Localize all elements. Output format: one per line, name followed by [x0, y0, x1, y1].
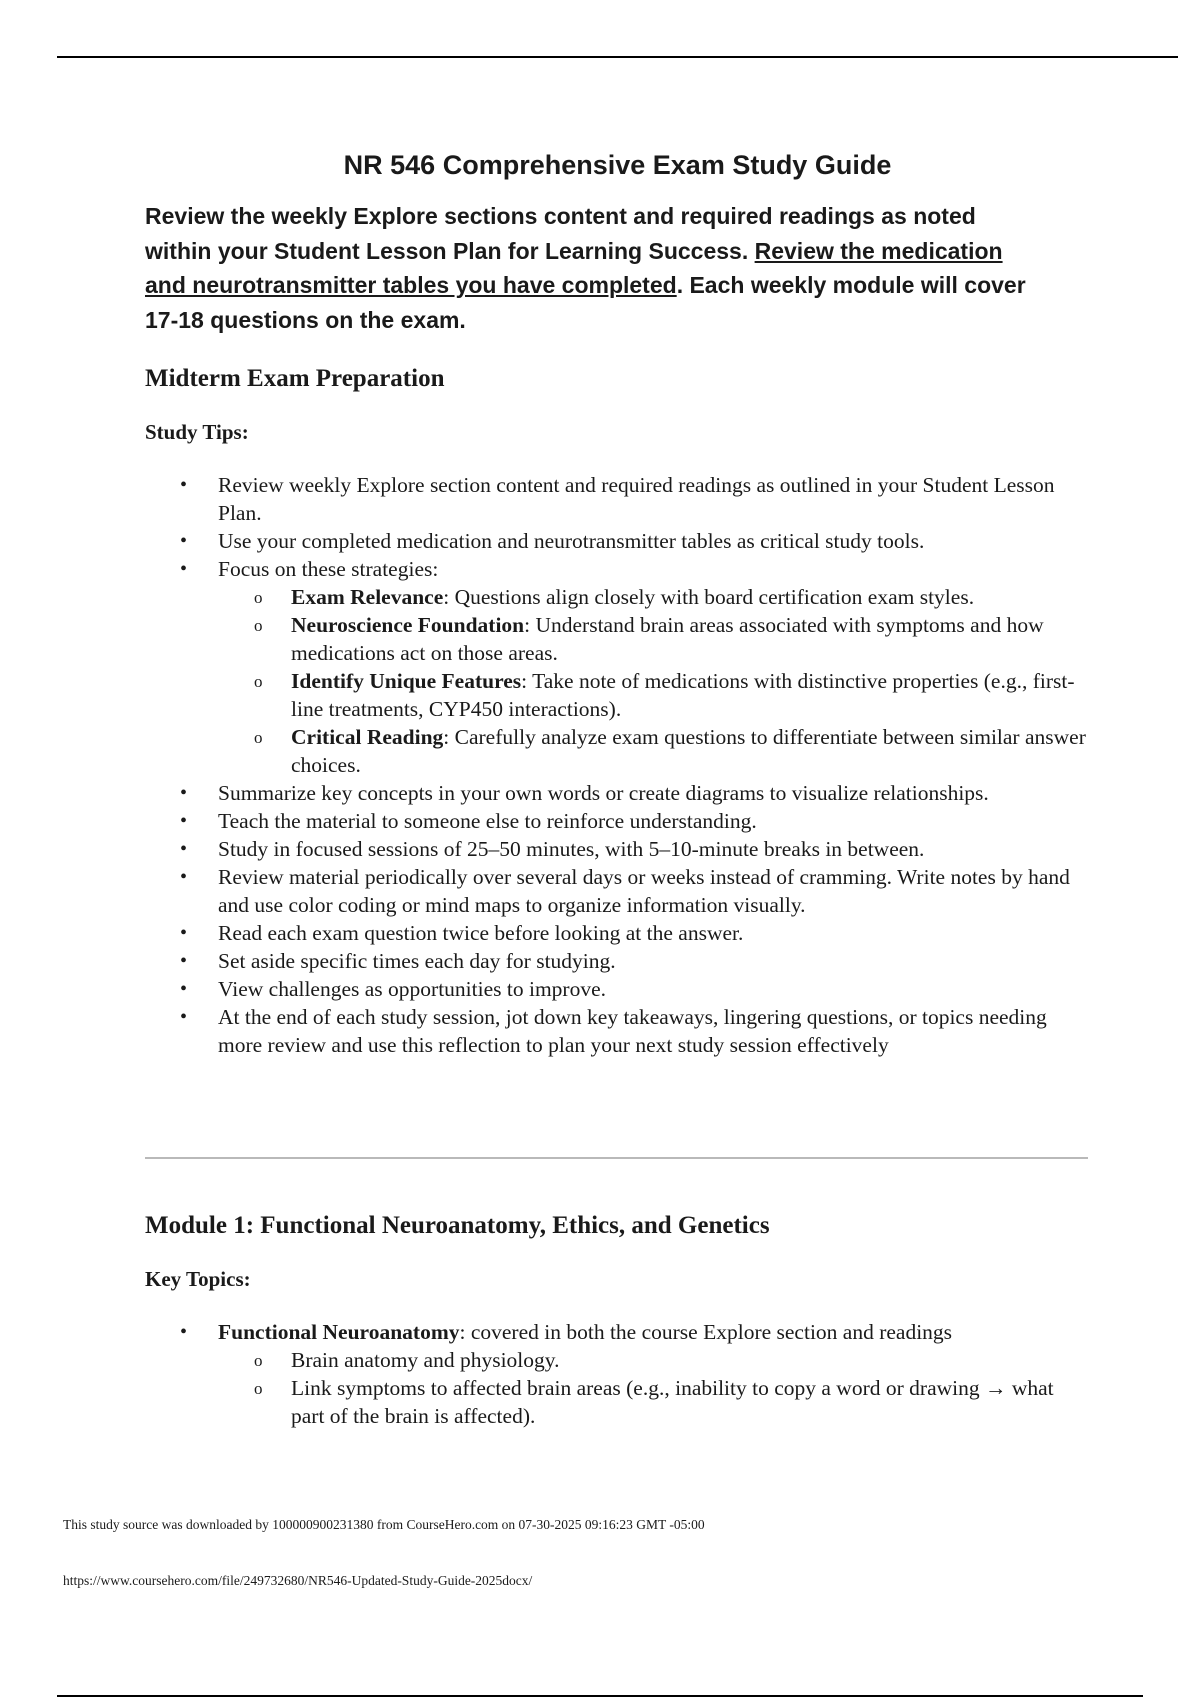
- study-tips-heading: Study Tips:: [145, 420, 249, 444]
- list-item: [145, 555, 1090, 779]
- strategy-text: : Understand brain areas associated with symptoms and how medications act on those areas.: [291, 613, 1044, 665]
- list-item: [218, 667, 1090, 723]
- list-item: • Study in focused sessions of 25–50 minutes, with 5–10-minute breaks in between.: [145, 835, 1090, 863]
- source-url: https://www.coursehero.com/file/249732680/NR546-Updated-Study-Guide-2025docx/: [63, 1573, 533, 1588]
- list-item: • Summarize key concepts in your own words or create diagrams to visualize relationships.: [145, 779, 1090, 807]
- strategy-text: : Take note of medications with distinctive properties (e.g., first-line treatments, CYP450 interactions).: [291, 669, 1075, 721]
- study-tips-list: [145, 471, 1090, 1059]
- bottom-rule: [57, 1695, 1143, 1697]
- module-1-section: [145, 1208, 1090, 1430]
- key-topics-heading: Key Topics:: [145, 1267, 251, 1291]
- list-item: • Use your completed medication and neurotransmitter tables as critical study tools.: [145, 527, 1090, 555]
- list-item: • Teach the material to someone else to reinforce understanding.: [145, 807, 1090, 835]
- strategy-label: Neuroscience Foundation: [291, 613, 525, 637]
- list-item: o Brain anatomy and physiology.: [218, 1346, 1090, 1374]
- strategy-text: : Carefully analyze exam questions to differentiate between similar answer choices.: [291, 725, 1086, 777]
- strategy-text: : Questions align closely with board certification exam styles.: [443, 585, 975, 609]
- list-item: • View challenges as opportunities to improve.: [145, 975, 1090, 1003]
- strategies-list: [218, 583, 1090, 779]
- strategy-label: Critical Reading: [291, 725, 444, 749]
- topic-text: : covered in both the course Explore section and readings: [459, 1320, 953, 1344]
- top-rule: [57, 56, 1178, 58]
- list-item: [218, 723, 1090, 779]
- intro-underlined-text: Review the medication and neurotransmitter tables you have completed: [145, 237, 1003, 298]
- intro-text-1: Review the weekly Explore sections content and required readings as noted within your Student Lesson Plan for Learning Success.: [145, 203, 976, 264]
- list-item: [218, 611, 1090, 667]
- midterm-heading: Midterm Exam Preparation: [145, 365, 445, 392]
- strategy-label: Identify Unique Features: [291, 669, 522, 693]
- key-topics-list: [145, 1318, 1090, 1430]
- intro-text-2: . Each weekly module will cover 17-18 questions on the exam.: [145, 272, 1026, 333]
- list-item: • Read each exam question twice before looking at the answer.: [145, 919, 1090, 947]
- list-item: [218, 583, 1090, 611]
- download-source-note: This study source was downloaded by 100000900231380 from CourseHero.com on 07-30-2025 09:16:23 GMT -05:00: [63, 1517, 705, 1532]
- strategy-label: Exam Relevance: [291, 585, 444, 609]
- intro-paragraph: [145, 199, 1045, 337]
- list-item: [145, 1318, 1090, 1430]
- document-title: NR 546 Comprehensive Exam Study Guide: [343, 150, 892, 180]
- subtopics-list: [218, 1346, 1090, 1430]
- section-divider: [145, 1157, 1088, 1159]
- list-item: • Review material periodically over several days or weeks instead of cramming. Write notes by hand and use color coding or mind maps to organize information visually.: [145, 863, 1090, 919]
- module-1-heading: Module 1: Functional Neuroanatomy, Ethics, and Genetics: [145, 1212, 770, 1239]
- list-item: • Set aside specific times each day for studying.: [145, 947, 1090, 975]
- list-item-text: Focus on these strategies:: [218, 557, 439, 581]
- topic-label: Functional Neuroanatomy: [218, 1320, 460, 1344]
- document-body: [145, 145, 1090, 1059]
- list-item: • At the end of each study session, jot down key takeaways, lingering questions, or topics needing more review and use this reflection to plan your next study session effectively: [145, 1003, 1090, 1059]
- list-item: • Review weekly Explore section content and required readings as outlined in your Student Lesson Plan.: [145, 471, 1090, 527]
- list-item: o Link symptoms to affected brain areas (e.g., inability to copy a word or drawing → what part of the brain is affected).: [218, 1374, 1090, 1430]
